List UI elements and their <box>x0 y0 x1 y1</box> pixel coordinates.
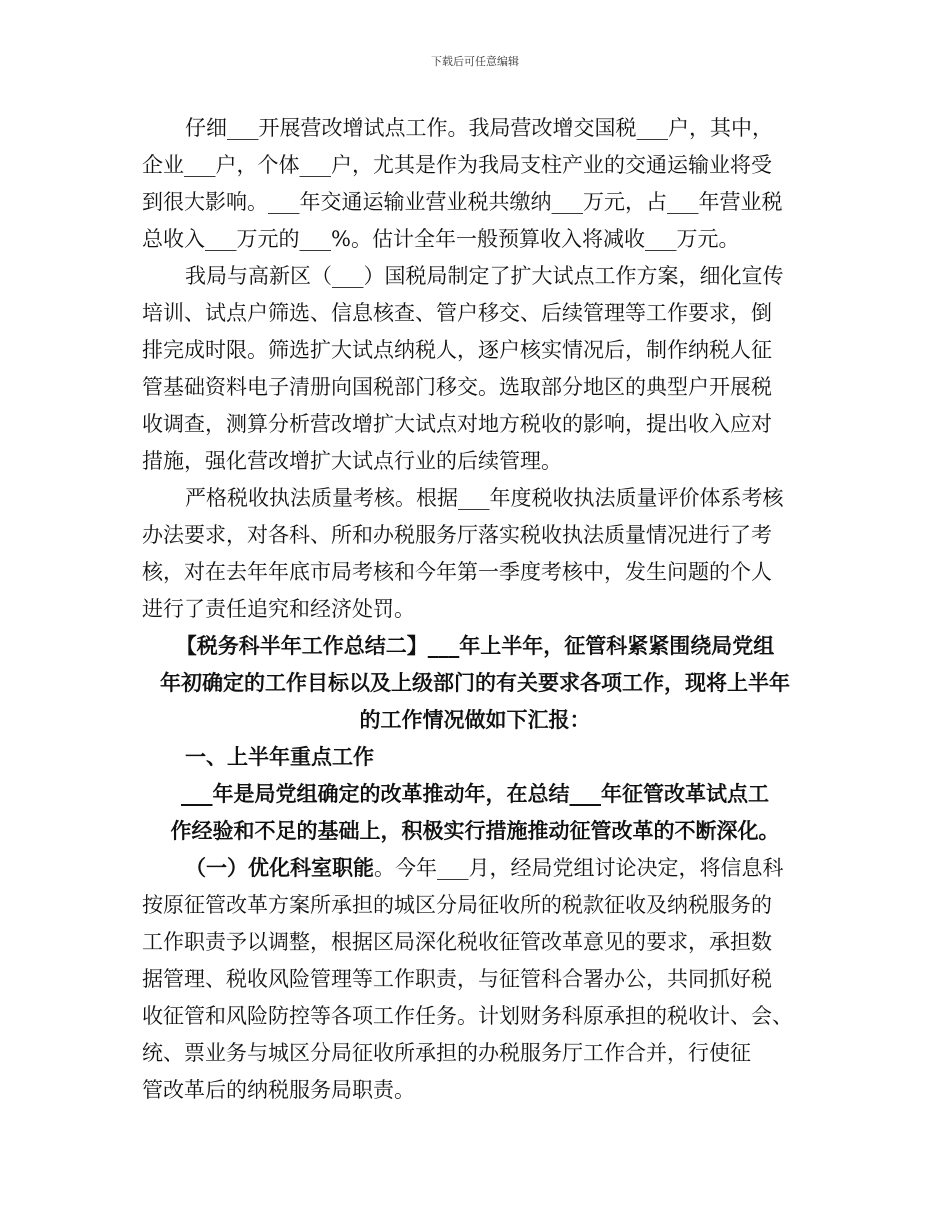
bold-paragraph-line: ___年是局党组确定的改革推动年，在总结___年征管改革试点工 <box>181 781 769 806</box>
summary-heading-line: 【税务科半年工作总结二】___年上半年，征管科紧紧围绕局党组 <box>175 633 775 658</box>
paragraph-line: 措施，强化营改增扩大试点行业的后续管理。 <box>142 449 562 473</box>
section-heading: 一、上半年重点工作 <box>185 744 374 769</box>
paragraph-line: 总收入___万元的___%。估计全年一般预算收入将减收___万元。 <box>142 227 740 251</box>
paragraph-line: 培训、试点户筛选、信息核查、管户移交、后续管理等工作要求，倒 <box>142 301 772 325</box>
paragraph-line: 我局与高新区（___）国税局制定了扩大试点工作方案，细化宣传 <box>185 264 784 288</box>
summary-heading-line: 年初确定的工作目标以及上级部门的有关要求各项工作，现将上半年 <box>160 670 790 695</box>
paragraph-line: 企业___户，个体___户，尤其是作为我局支柱产业的交通运输业将受 <box>142 153 772 177</box>
paragraph-line: 到很大影响。___年交通运输业营业税共缴纳___万元，占___年营业税 <box>142 190 783 214</box>
paragraph-line: 据管理、税收风险管理等工作职责，与征管科合署办公，共同抓好税 <box>142 967 772 991</box>
paragraph-line: 收调查，测算分析营改增扩大试点对地方税收的影响，提出收入应对 <box>142 412 772 436</box>
paragraph-line: 工作职责予以调整，根据区局深化税收征管改革意见的要求，承担数 <box>142 930 772 954</box>
page-header: 下载后可任意编辑 <box>431 55 519 68</box>
bold-paragraph-line: 作经验和不足的基础上，积极实行措施推动征管改革的不断深化。 <box>170 818 780 843</box>
subsection-title: （一）优化科室职能 <box>185 855 374 880</box>
paragraph-line: 严格税收执法质量考核。根据___年度税收执法质量评价体系考核 <box>185 486 784 510</box>
subsection-first-line <box>185 854 784 882</box>
paragraph-line: 排完成时限。筛选扩大试点纳税人，逐户核实情况后，制作纳税人征 <box>142 338 772 362</box>
paragraph-line: 进行了责任追究和经济处罚。 <box>142 597 415 621</box>
paragraph-line: 仔细___开展营改增试点工作。我局营改增交国税___户，其中， <box>185 116 773 140</box>
subsection-first-text: 。今年___月，经局党组讨论决定，将信息科 <box>374 856 784 880</box>
summary-heading-line: 的工作情况做如下汇报： <box>359 707 591 732</box>
paragraph-line: 收征管和风险防控等各项工作任务。计划财务科原承担的税收计、会、 <box>142 1004 793 1028</box>
paragraph-line: 管改革后的纳税服务局职责。 <box>142 1078 415 1102</box>
paragraph-line: 核，对在去年年底市局考核和今年第一季度考核中，发生问题的个人 <box>142 560 772 584</box>
paragraph-line: 按原征管改革方案所承担的城区分局征收所的税款征收及纳税服务的 <box>142 893 772 917</box>
paragraph-line: 统、票业务与城区分局征收所承担的办税服务厅工作合并，行使征 <box>142 1041 751 1065</box>
paragraph-line: 办法要求，对各科、所和办税服务厅落实税收执法质量情况进行了考 <box>142 523 772 547</box>
paragraph-line: 管基础资料电子清册向国税部门移交。选取部分地区的典型户开展税 <box>142 375 772 399</box>
